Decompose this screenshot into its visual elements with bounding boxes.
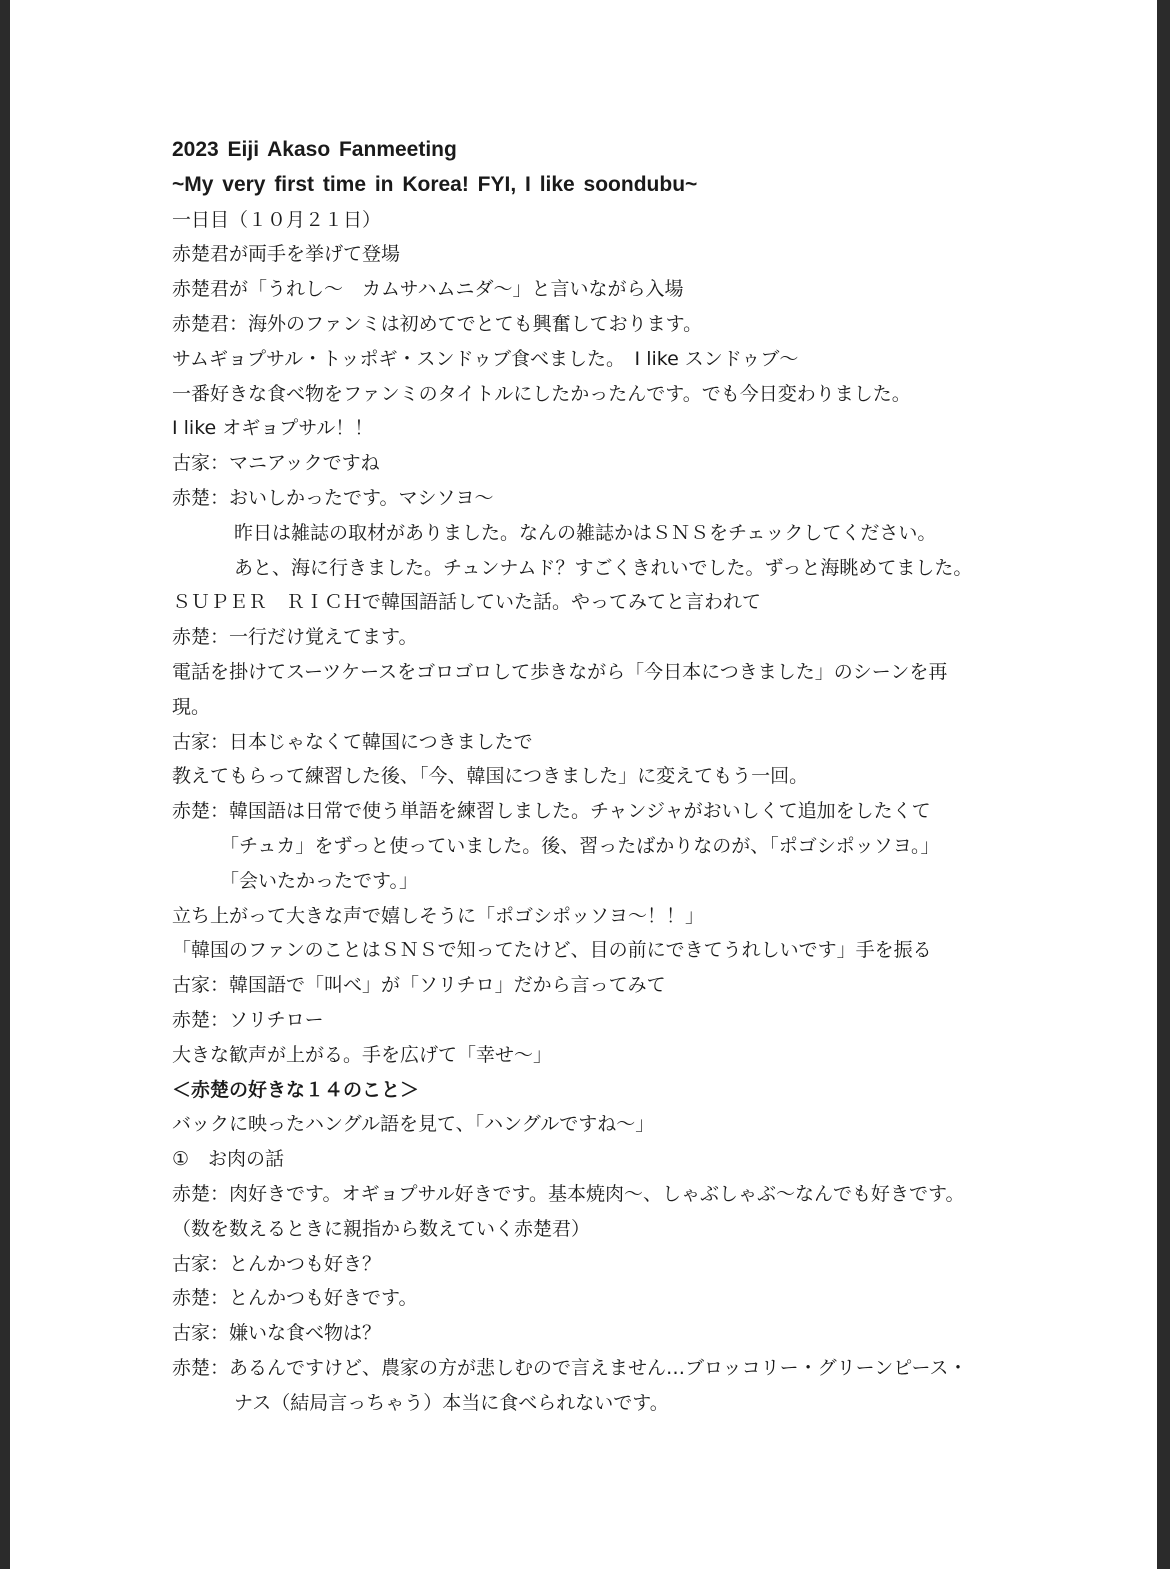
text-line: I like オギョプサル！！ <box>172 417 374 440</box>
text-line: 一番好きな食べ物をファンミのタイトルにしたかったんです。でも今日変わりました。 <box>172 382 911 405</box>
text-line: 古家：とんかつも好き？ <box>172 1252 382 1275</box>
text-line: 一日目（１０月２１日） <box>172 208 382 231</box>
text-line: 「会いたかったです。」 <box>220 869 418 892</box>
text-line: 赤楚：一行だけ覚えてます。 <box>172 626 418 649</box>
document-subtitle: ~My very first time in Korea! FYI, I like soondubu~ <box>172 172 698 196</box>
text-line: 赤楚君が両手を挙げて登場 <box>172 243 401 266</box>
text-line: バックに映ったハングル語を見て、「ハングルですね～」 <box>172 1113 655 1136</box>
text-line: 赤楚君が「うれし～ カムサハムニダ～」と言いながら入場 <box>172 278 684 301</box>
text-line: 赤楚：おいしかったです。マシソヨ～ <box>172 486 494 509</box>
text-line: ① お肉の話 <box>172 1148 285 1171</box>
text-line: 赤楚：ソリチロー <box>172 1008 324 1031</box>
text-line: 古家：日本じゃなくて韓国につきましたで <box>172 730 533 753</box>
text-line: 大きな歓声が上がる。手を広げて「幸せ～」 <box>172 1043 553 1066</box>
document-title: 2023 Eiji Akaso Fanmeeting <box>172 138 457 161</box>
text-line: 「韓国のファンのことはＳＮＳで知ってたけど、目の前にできてうれしいです」手を振る <box>172 939 932 962</box>
text-line: ナス（結局言っちゃう）本当に食べられないです。 <box>234 1391 669 1414</box>
text-line: 古家：嫌いな食べ物は？ <box>172 1322 382 1345</box>
text-line: 古家：マニアックですね <box>172 452 380 475</box>
text-line: 昨日は雑誌の取材がありました。なんの雑誌かはＳＮＳをチェックしてください。 <box>234 521 937 544</box>
text-line: 「チュカ」をずっと使っていました。後、習ったばかりなのが、「ポゴシポッソヨ。」 <box>220 834 940 857</box>
text-line: サムギョプサル・トッポギ・スンドゥブ食べました。 I like スンドゥブ～ <box>172 347 799 370</box>
document-lines <box>172 203 1032 1421</box>
text-line: 電話を掛けてスーツケースをゴロゴロして歩きながら「今日本につきました」のシーンを再 <box>172 660 948 683</box>
text-line: 現。 <box>172 695 211 718</box>
document-page <box>10 0 1157 1569</box>
text-line: 古家：韓国語で「叫べ」が「ソリチロ」だから言ってみて <box>172 974 666 997</box>
document-body <box>172 133 1032 1420</box>
text-line: 赤楚君：海外のファンミは初めてでとても興奮しております。 <box>172 312 703 335</box>
text-line: （数を数えるときに親指から数えていく赤楚君） <box>172 1217 591 1240</box>
text-line: 立ち上がって大きな声で嬉しそうに「ポゴシポッソヨ～！！」 <box>172 904 705 927</box>
text-line: 赤楚：肉好きです。オギョプサル好きです。基本焼肉～、しゃぶしゃぶ～なんでも好きです。 <box>172 1182 965 1205</box>
text-line: 赤楚：とんかつも好きです。 <box>172 1287 418 1310</box>
text-line: 教えてもらって練習した後、「今、韓国につきました」に変えてもう一回。 <box>172 765 809 788</box>
text-line: 赤楚：あるんですけど、農家の方が悲しむので言えません…ブロッコリー・グリーンピース・ <box>172 1356 968 1379</box>
text-line: あと、海に行きました。チュンナムド？すごくきれいでした。ずっと海眺めてました。 <box>234 556 973 579</box>
section-heading: ＜赤楚の好きな１４のこと＞ <box>172 1078 420 1101</box>
text-line: 赤楚：韓国語は日常で使う単語を練習しました。チャンジャがおいしくて追加をしたくて <box>172 800 931 823</box>
text-line: ＳＵＰＥＲ ＲＩＣＨで韓国語話していた話。やってみてと言われて <box>172 591 762 614</box>
